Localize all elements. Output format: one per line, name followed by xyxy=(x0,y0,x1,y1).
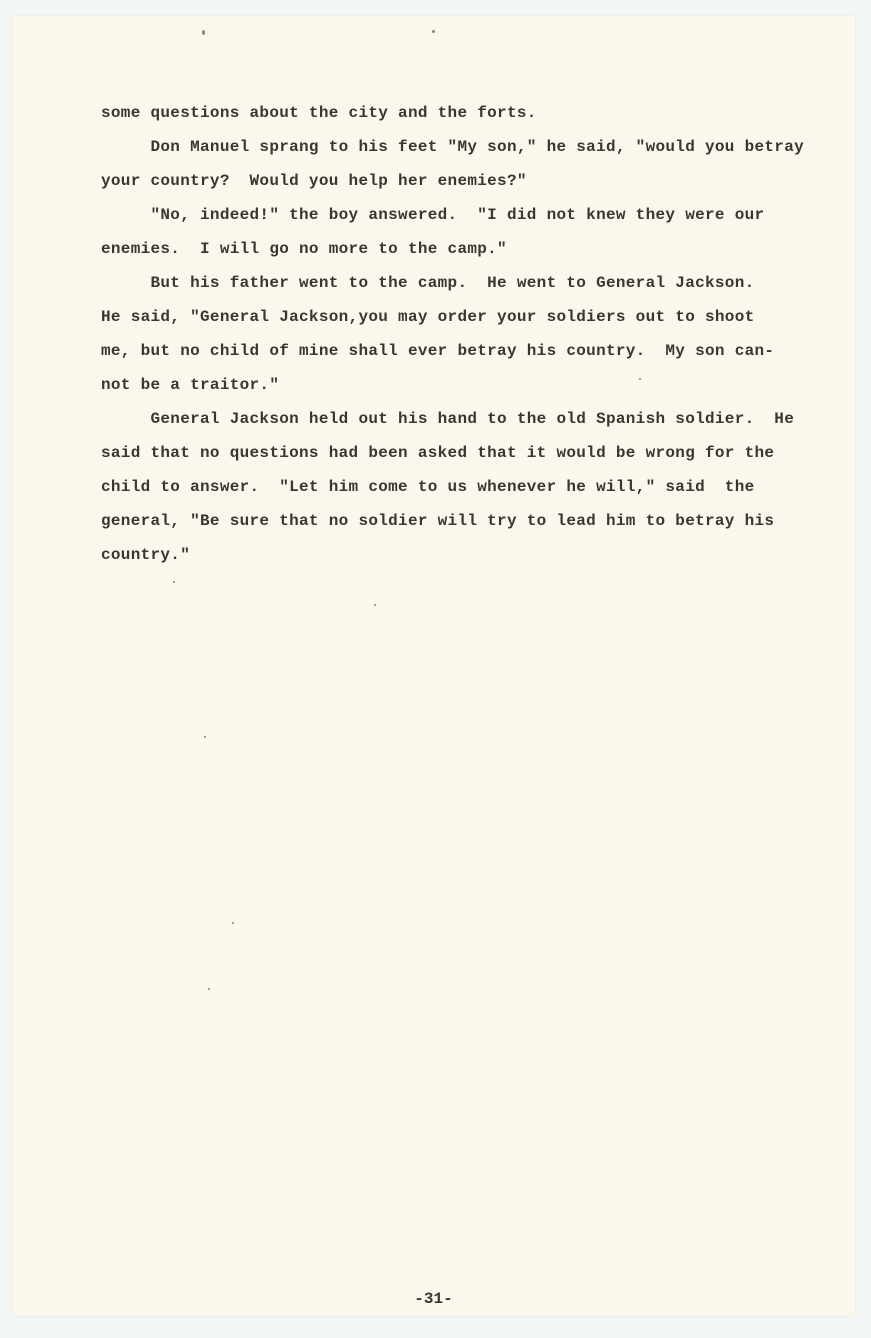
paper-speck xyxy=(208,988,210,990)
text-line: General Jackson held out his hand to the old Spanish soldier. He xyxy=(101,410,795,428)
text-line: country." xyxy=(101,546,191,564)
paper-speck xyxy=(374,604,376,606)
text-line: me, but no child of mine shall ever betray his country. My son can- xyxy=(101,342,775,360)
text-line: enemies. I will go no more to the camp." xyxy=(101,240,507,258)
paper-speck xyxy=(639,378,641,380)
paper-speck xyxy=(232,922,234,924)
text-line: said that no questions had been asked that it would be wrong for the xyxy=(101,444,775,462)
text-line: But his father went to the camp. He went to General Jackson. xyxy=(101,274,755,292)
text-line: some questions about the city and the forts. xyxy=(101,104,537,122)
document-page xyxy=(12,16,855,1316)
text-line: Don Manuel sprang to his feet "My son," he said, "would you betray xyxy=(101,138,805,156)
text-line: child to answer. "Let him come to us whenever he will," said the xyxy=(101,478,755,496)
page-number: -31- xyxy=(414,1290,453,1308)
text-line: not be a traitor." xyxy=(101,376,280,394)
text-line: He said, "General Jackson,you may order your soldiers out to shoot xyxy=(101,308,755,326)
paper-speck xyxy=(432,30,435,33)
text-line: general, "Be sure that no soldier will try to lead him to betray his xyxy=(101,512,775,530)
paper-speck xyxy=(202,30,205,35)
text-line: your country? Would you help her enemies?" xyxy=(101,172,527,190)
paper-speck xyxy=(173,581,175,583)
paper-speck xyxy=(204,736,206,738)
text-line: "No, indeed!" the boy answered. "I did not knew they were our xyxy=(101,206,765,224)
